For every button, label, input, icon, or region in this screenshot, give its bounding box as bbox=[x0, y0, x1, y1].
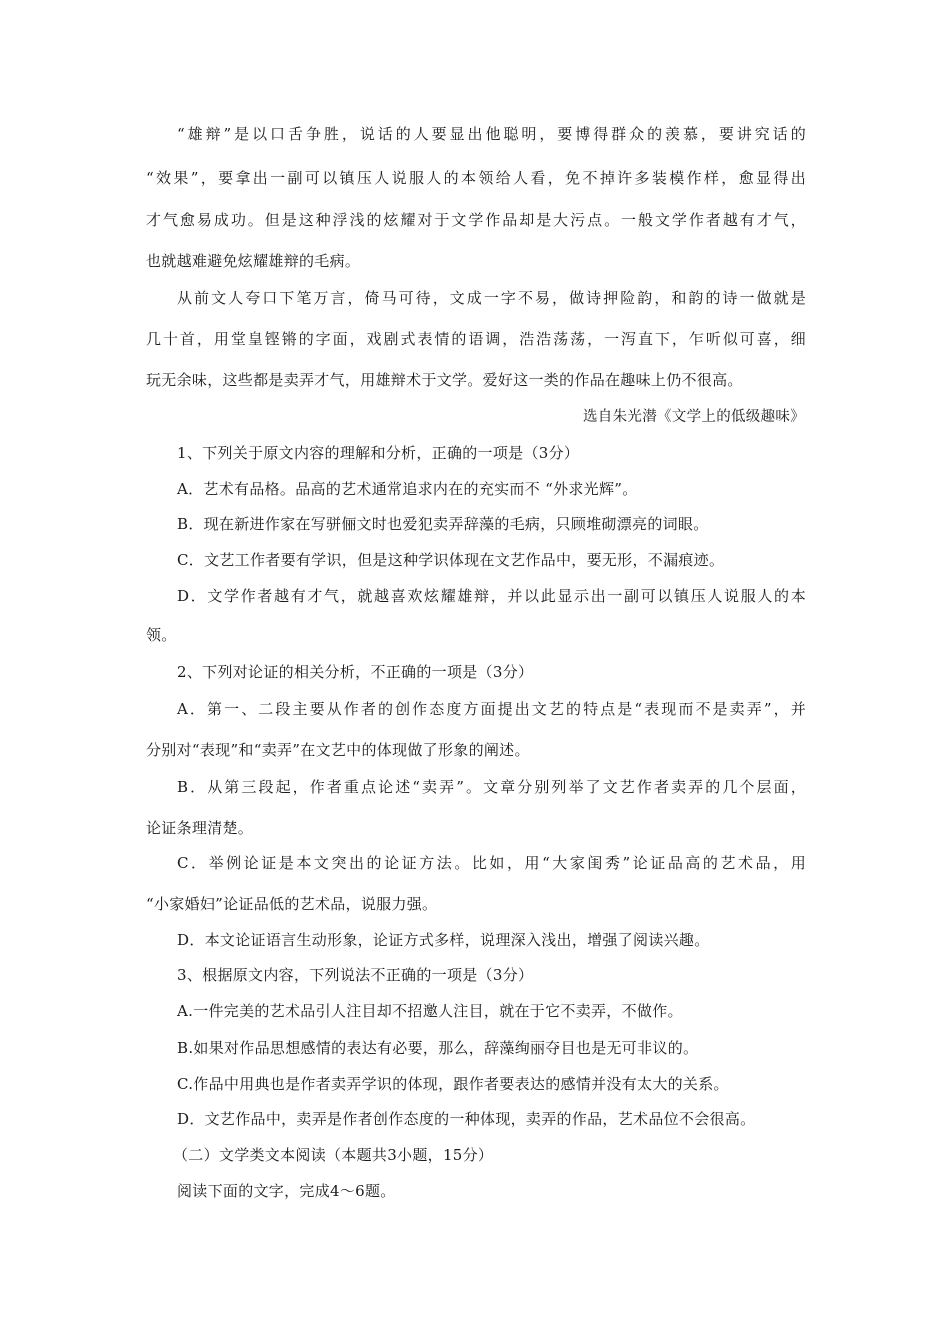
passage-p1-line-1: “雄辩”是以口舌争胜，说话的人要显出他聪明，要博得群众的羡慕，要讲究话的 bbox=[177, 125, 806, 143]
passage-source: 选自朱光潜《文学上的低级趣味》 bbox=[583, 409, 805, 425]
question-2-option-d: D．本文论证语言生动形象，论证方式多样，说理深入浅出，增强了阅读兴趣。 bbox=[177, 931, 710, 949]
question-2-option-b-line-1: B．从第三段起，作者重点论述“卖弄”。文章分别列举了文艺作者卖弄的几个层面， bbox=[177, 778, 806, 796]
question-2-stem: 2、下列对论证的相关分析，不正确的一项是（3分） bbox=[177, 663, 534, 681]
passage-p2-line-1: 从前文人夸口下笔万言，倚马可待，文成一字不易，做诗押险韵，和韵的诗一做就是 bbox=[177, 289, 806, 307]
question-1-option-d-line-1: D．文学作者越有才气，就越喜欢炫耀雄辩，并以此显示出一副可以镇压人说服人的本 bbox=[177, 587, 806, 605]
passage-p1-line-3: 才气愈易成功。但是这种浮浅的炫耀对于文学作品却是大污点。一般文学作者越有才气， bbox=[146, 211, 806, 229]
question-1-option-b: B．现在新进作家在写骈俪文时也爱犯卖弄辞藻的毛病，只顾堆砌漂亮的词眼。 bbox=[177, 515, 709, 533]
question-2-option-c-line-1: C．举例论证是本文突出的论证方法。比如，用“大家闺秀”论证品高的艺术品，用 bbox=[177, 854, 806, 872]
question-2-option-b-line-2: 论证条理清楚。 bbox=[146, 819, 254, 837]
question-2-option-a-line-2: 分别对“表现”和“卖弄”在文艺中的体现做了形象的阐述。 bbox=[146, 741, 530, 759]
question-3-stem: 3、根据原文内容，下列说法不正确的一项是（3分） bbox=[177, 966, 534, 984]
passage-p2-line-2: 几十首，用堂皇铿锵的字面，戏剧式表情的语调，浩浩荡荡，一泻直下，乍听似可喜，细 bbox=[146, 330, 806, 348]
question-1-option-d-line-2: 领。 bbox=[146, 626, 177, 644]
question-2-option-c-line-2: “小家婚妇”论证品低的艺术品，说服力强。 bbox=[146, 895, 438, 913]
section-2-instruction: 阅读下面的文字，完成4～6题。 bbox=[177, 1182, 396, 1200]
question-3-option-d: D．文艺作品中，卖弄是作者创作态度的一种体现，卖弄的作品，艺术品位不会很高。 bbox=[177, 1110, 756, 1128]
question-1-stem: 1、下列关于原文内容的理解和分析，正确的一项是（3分） bbox=[177, 444, 580, 462]
question-2-option-a-line-1: A．第一、二段主要从作者的创作态度方面提出文艺的特点是“表现而不是卖弄”，并 bbox=[177, 700, 806, 718]
question-1-option-c: C．文艺工作者要有学识，但是这种学识体现在文艺作品中，要无形，不漏痕迹。 bbox=[177, 551, 725, 569]
passage-p2-line-3: 玩无余味，这些都是卖弄才气，用雄辩术于文学。爱好这一类的作品在趣味上仍不很高。 bbox=[146, 371, 743, 389]
section-2-heading: （二）文学类文本阅读（本题共3小题，15分） bbox=[173, 1146, 494, 1164]
passage-p1-line-4: 也就越难避免炫耀雄辩的毛病。 bbox=[146, 252, 361, 270]
question-3-option-b: B.如果对作品思想感情的表达有必要，那么，辞藻绚丽夺目也是无可非议的。 bbox=[177, 1039, 699, 1057]
question-1-option-a: A．艺术有品格。品高的艺术通常追求内在的充实而不 “外求光辉”。 bbox=[177, 480, 638, 498]
passage-p1-line-2: “效果”，要拿出一副可以镇压人说服人的本领给人看，免不掉许多装模作样，愈显得出 bbox=[146, 169, 806, 187]
question-3-option-c: C.作品中用典也是作者卖弄学识的体现，跟作者要表达的感情并没有太大的关系。 bbox=[177, 1075, 729, 1093]
question-3-option-a: A.一件完美的艺术品引人注目却不招邀人注目，就在于它不卖弄，不做作。 bbox=[177, 1002, 683, 1020]
